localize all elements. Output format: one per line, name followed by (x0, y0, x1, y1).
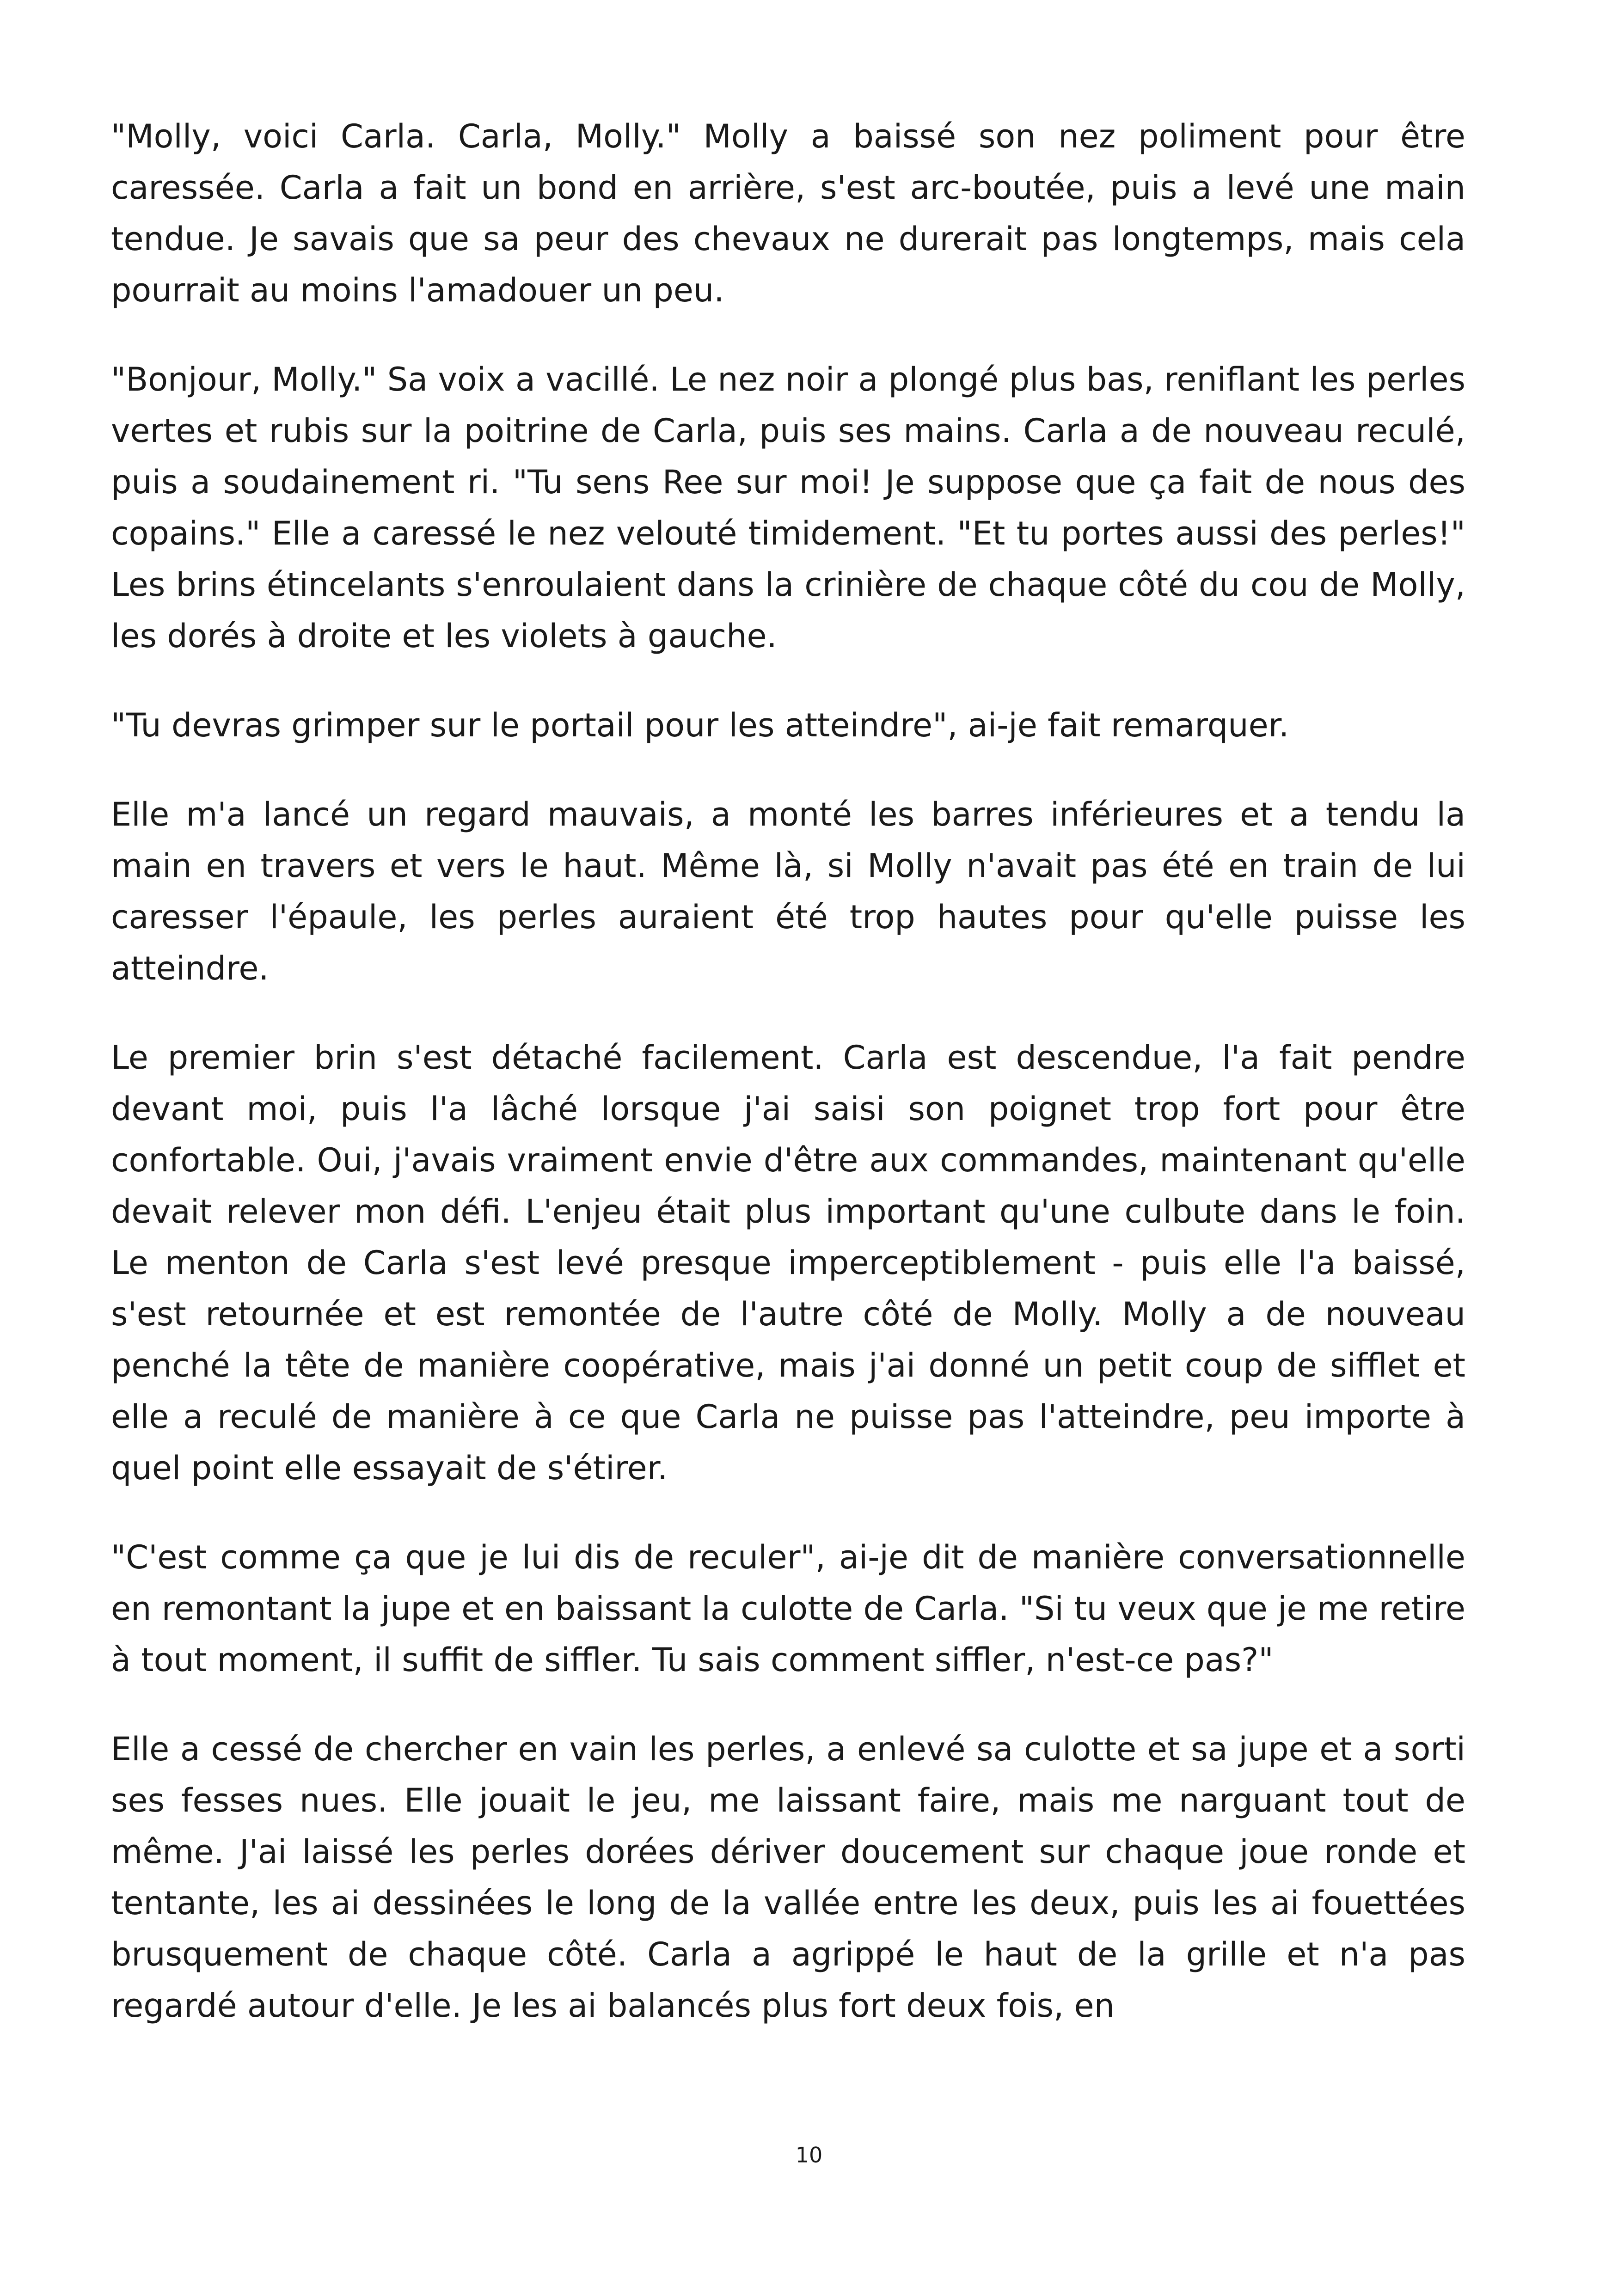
paragraph-3: "Tu devras grimper sur le portail pour les atteindre", ai-je fait remarquer. (111, 706, 1289, 744)
page-number: 10 (795, 2143, 823, 2167)
paragraph-2: "Bonjour, Molly." Sa voix a vacillé. Le nez noir a plongé plus bas, reniflant les perles vertes et rubis sur la poitrine de Carla, puis ses mains. Carla a de nouveau reculé, puis a soudainement ri. "Tu sens Ree sur moi! Je suppose que ça fait de nous des copains." Elle a caressé le nez velouté timidement. "Et tu portes aussi des perles!" Les brins étincelants s'enroulaient dans la crinière de chaque côté du cou de Molly, les dorés à droite et les violets à gauche. (111, 361, 1465, 655)
paragraph-1: "Molly, voici Carla. Carla, Molly." Molly a baissé son nez poliment pour être caressée. Carla a fait un bond en arrière, s'est arc-boutée, puis a levé une main tendue. Je savais que sa peur des chevaux ne durerait pas longtemps, mais cela pourrait au moins l'amadouer un peu. (111, 117, 1465, 309)
text-body (111, 111, 1465, 2069)
paragraph-5: Le premier brin s'est détaché facilement. Carla est descendue, l'a fait pendre devant moi, puis l'a lâché lorsque j'ai saisi son poignet trop fort pour être confortable. Oui, j'avais vraiment envie d'être aux commandes, maintenant qu'elle devait relever mon défi. L'enjeu était plus important qu'une culbute dans le foin. Le menton de Carla s'est levé presque imperceptiblement - puis elle l'a baissé, s'est retournée et est remontée de l'autre côté de Molly. Molly a de nouveau penché la tête de manière coopérative, mais j'ai donné un petit coup de sifflet et elle a reculé de manière à ce que Carla ne puisse pas l'atteindre, peu importe à quel point elle essayait de s'étirer. (111, 1039, 1465, 1487)
paragraph-7: Elle a cessé de chercher en vain les perles, a enlevé sa culotte et sa jupe et a sorti ses fesses nues. Elle jouait le jeu, me laissant faire, mais me narguant tout de même. J'ai laissé les perles dorées dériver doucement sur chaque joue ronde et tentante, les ai dessinées le long de la vallée entre les deux, puis les ai fouettées brusquement de chaque côté. Carla a agrippé le haut de la grille et n'a pas regardé autour d'elle. Je les ai balancés plus fort deux fois, en (111, 1730, 1465, 2025)
paragraph-6: "C'est comme ça que je lui dis de reculer", ai-je dit de manière conversationnelle en remontant la jupe et en baissant la culotte de Carla. "Si tu veux que je me retire à tout moment, il suffit de siffler. Tu sais comment siffler, n'est-ce pas?" (111, 1538, 1465, 1679)
paragraph-4: Elle m'a lancé un regard mauvais, a monté les barres inférieures et a tendu la main en travers et vers le haut. Même là, si Molly n'avait pas été en train de lui caresser l'épaule, les perles auraient été trop hautes pour qu'elle puisse les atteindre. (111, 796, 1465, 987)
